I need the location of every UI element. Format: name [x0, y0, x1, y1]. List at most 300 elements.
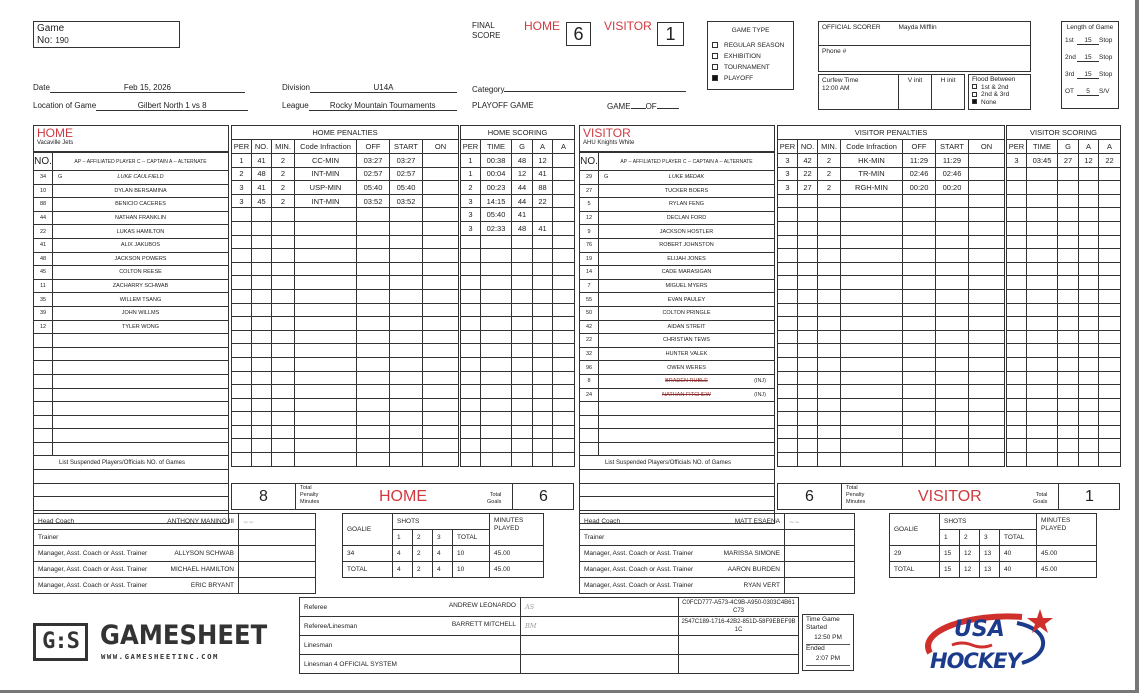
player-name: [599, 429, 775, 443]
penalty-row: [232, 344, 459, 358]
player-number: [34, 388, 53, 402]
column-header: A: [1079, 140, 1099, 154]
scoring-row: [461, 221, 575, 235]
visitor-goalie-table: [889, 513, 1097, 578]
division-label: Division: [282, 83, 311, 92]
cell: [423, 249, 459, 263]
cell: [295, 398, 357, 412]
staff-name: ERIC BRYANT: [190, 582, 234, 589]
suspended-blank-row: [580, 497, 775, 511]
penalty-row: [232, 453, 459, 467]
cell: 3: [232, 194, 252, 208]
cell: [512, 357, 533, 371]
cell: [533, 330, 553, 344]
staff-signature: [785, 578, 855, 594]
player-name-text: LUKE CAULFIELD: [117, 174, 164, 181]
staff-signature: [785, 546, 855, 562]
column-header: A: [1099, 140, 1121, 154]
player-number: 41: [34, 238, 53, 252]
player-number: 22: [34, 225, 53, 239]
cell: [461, 289, 481, 303]
cell: [969, 412, 1005, 426]
cell: [969, 289, 1005, 303]
cell: 41: [533, 167, 553, 181]
player-number: 76: [580, 238, 599, 252]
staff-role-and-name: [580, 562, 785, 578]
visitor-total-goals-label: Total Goals: [1033, 492, 1048, 505]
cell: [841, 221, 903, 235]
cell: [295, 357, 357, 371]
cell: [295, 221, 357, 235]
cell: [390, 303, 423, 317]
player-number: 45: [34, 266, 53, 280]
cell: [969, 249, 1005, 263]
penalty-row: [778, 276, 1005, 290]
staff-signature: [239, 578, 316, 594]
cell: [1099, 357, 1121, 371]
player-name-text: JACKSON POWERS: [114, 255, 167, 262]
scoring-row: [461, 344, 575, 358]
minutes-played-header: [1037, 514, 1097, 546]
scoring-row: [1007, 398, 1121, 412]
cell: [936, 276, 969, 290]
roster-row: [580, 293, 775, 307]
flood-option: [972, 91, 1027, 99]
scoring-row: [1007, 208, 1121, 222]
player-number: [34, 402, 53, 416]
cell: [357, 330, 390, 344]
cell: [1007, 208, 1027, 222]
cell: 05:40: [390, 181, 423, 195]
cell: [969, 330, 1005, 344]
player-name: [599, 306, 775, 320]
player-name-text-injured: NATHAN FITCHEW: [662, 391, 711, 398]
cell: [798, 208, 818, 222]
player-name: [53, 320, 229, 334]
cell: [1007, 398, 1027, 412]
cell: [357, 208, 390, 222]
officials-table: [299, 597, 799, 674]
cell: [533, 208, 553, 222]
cell: [798, 303, 818, 317]
goalie-minutes: 45.00: [490, 562, 544, 578]
player-name: [53, 306, 229, 320]
player-name: [53, 171, 229, 185]
staff-signature: [239, 546, 316, 562]
cell: [553, 357, 575, 371]
cell: [232, 371, 252, 385]
scoring-row: [1007, 412, 1121, 426]
player-number: 24: [580, 388, 599, 402]
cell: [841, 317, 903, 331]
cell: [903, 412, 936, 426]
player-name: [599, 402, 775, 416]
cell: [533, 398, 553, 412]
minutes-label: MINUTES: [494, 517, 524, 524]
cell: [778, 412, 798, 426]
game-type-option: [712, 73, 789, 84]
game-no: 190: [55, 36, 69, 45]
cell: [903, 344, 936, 358]
cell: [1007, 167, 1027, 181]
final-score-label: [472, 21, 500, 41]
date-value: Feb 15, 2026: [50, 83, 245, 93]
shots-period-header: 3: [433, 530, 453, 546]
cell: [1099, 289, 1121, 303]
cell: [553, 412, 575, 426]
cell: [1027, 412, 1058, 426]
cell: [818, 221, 841, 235]
cell: [818, 371, 841, 385]
roster-row: [34, 374, 229, 388]
checkbox-icon[interactable]: [712, 75, 718, 81]
cell: [936, 194, 969, 208]
roster-row: [34, 415, 229, 429]
visitor-total-penalty-label: Total Penalty Minutes: [846, 485, 866, 505]
penalty-row: [778, 221, 1005, 235]
league-field: [282, 101, 457, 111]
roster-row: [580, 415, 775, 429]
penalty-row: [232, 289, 459, 303]
cell: 22: [798, 167, 818, 181]
division-field: [282, 83, 457, 93]
cell: [357, 398, 390, 412]
cell: 27: [1058, 154, 1079, 168]
cell: [1099, 317, 1121, 331]
time-started-label: Time Game: [806, 616, 840, 623]
cell: [798, 194, 818, 208]
period-length: 15: [1077, 71, 1099, 79]
cell: [936, 425, 969, 439]
cell: [423, 439, 459, 453]
cell: [357, 276, 390, 290]
staff-signature: [239, 562, 316, 578]
roster-row: [34, 198, 229, 212]
staff-role: Manager, Asst. Coach or Asst. Trainer: [38, 566, 148, 573]
cell: [969, 154, 1005, 168]
cell: [818, 412, 841, 426]
cell: 22: [533, 194, 553, 208]
player-name: [599, 198, 775, 212]
penalty-row: [232, 194, 459, 208]
cell: [841, 249, 903, 263]
visitor-scoring-table: [1006, 125, 1121, 467]
cell: 02:46: [936, 167, 969, 181]
cell: 00:20: [903, 181, 936, 195]
scoring-row: [1007, 385, 1121, 399]
goalie-s1: 4: [393, 562, 413, 578]
staff-name: ANTHONY MANINO III: [167, 518, 234, 525]
phone-box: [818, 45, 1031, 72]
cell: [1027, 330, 1058, 344]
staff-row: [34, 530, 316, 546]
cell: [390, 221, 423, 235]
cell: [1099, 412, 1121, 426]
cell: [1007, 262, 1027, 276]
cell: [778, 262, 798, 276]
cell: [1079, 289, 1099, 303]
division-value: U14A: [310, 83, 457, 93]
home-roster-header: [33, 125, 229, 152]
checkbox-icon[interactable]: [972, 92, 977, 97]
visitor-penalties-title: VISITOR PENALTIES: [778, 126, 1005, 140]
cell: 45: [252, 194, 272, 208]
cell: [357, 439, 390, 453]
checkbox-icon[interactable]: [712, 42, 718, 48]
player-number: 10: [34, 184, 53, 198]
goalie-s3: 4: [433, 562, 453, 578]
penalty-row: [778, 194, 1005, 208]
player-name-text: OWEN WERES: [667, 364, 706, 371]
scoring-row: [1007, 371, 1121, 385]
cell: [252, 317, 272, 331]
injured-badge: (INJ): [754, 391, 766, 398]
cell: [461, 235, 481, 249]
goalie-total: 40: [1000, 546, 1037, 562]
checkbox-icon[interactable]: [712, 64, 718, 70]
cell: 3: [461, 221, 481, 235]
cell: [423, 453, 459, 467]
cell: [533, 344, 553, 358]
period-label: 2nd: [1065, 54, 1076, 61]
roster-row: [34, 442, 229, 456]
cell: [533, 289, 553, 303]
column-header: PER: [232, 140, 252, 154]
scoring-row: [461, 303, 575, 317]
cell: [1007, 439, 1027, 453]
staff-role-and-name: [580, 530, 785, 546]
scoring-row: [461, 439, 575, 453]
cell: [252, 262, 272, 276]
cell: [1058, 371, 1079, 385]
cell: [798, 398, 818, 412]
cell: 44: [512, 181, 533, 195]
player-name: [53, 266, 229, 280]
cell: [1058, 453, 1079, 467]
playoff-game-label: PLAYOFF GAME: [472, 101, 534, 110]
cell: 48: [512, 221, 533, 235]
visitor-total-goals: 1: [1058, 484, 1120, 509]
cell: [1079, 425, 1099, 439]
suspended-row: [34, 456, 229, 470]
cell: [272, 385, 295, 399]
cell: [1099, 330, 1121, 344]
cell: [252, 221, 272, 235]
cell: [295, 371, 357, 385]
staff-row: [580, 562, 855, 578]
penalty-row: [232, 303, 459, 317]
visitor-total-penalty-minutes: 6: [778, 484, 842, 509]
cell: [553, 317, 575, 331]
penalty-row: [232, 221, 459, 235]
cell: [778, 208, 798, 222]
cell: [778, 398, 798, 412]
player-number: 22: [580, 334, 599, 348]
cell: [1058, 303, 1079, 317]
cell: [1079, 249, 1099, 263]
cell: [553, 439, 575, 453]
cell: [357, 262, 390, 276]
official-name: ANDREW LEONARDO: [448, 602, 516, 609]
cell: [272, 453, 295, 467]
scoring-row: [1007, 330, 1121, 344]
playoff-game-field: [472, 101, 690, 110]
cell: [1099, 371, 1121, 385]
cell: 88: [533, 181, 553, 195]
cell: [1079, 317, 1099, 331]
cell: [461, 276, 481, 290]
cell: [553, 167, 575, 181]
checkbox-icon[interactable]: [972, 84, 977, 89]
roster-row: [580, 388, 775, 402]
penalty-row: [232, 235, 459, 249]
cell: [390, 249, 423, 263]
cell: [423, 398, 459, 412]
cell: 2: [232, 167, 252, 181]
cell: [798, 289, 818, 303]
scoring-row: [1007, 154, 1121, 168]
official-id: [679, 655, 799, 674]
cell: 3: [778, 154, 798, 168]
cell: [232, 317, 252, 331]
no-header: NO.: [580, 153, 599, 171]
roster-row: [34, 361, 229, 375]
goalie-goalie: TOTAL: [343, 562, 393, 578]
penalty-row: [232, 439, 459, 453]
home-score-label: HOME: [524, 19, 560, 33]
player-name: [599, 415, 775, 429]
cell: [969, 344, 1005, 358]
player-name-text: LUKAS HAMILTON: [116, 228, 165, 235]
cell: [533, 453, 553, 467]
cell: [818, 453, 841, 467]
played-label: PLAYED: [494, 525, 520, 532]
penalty-row: [232, 330, 459, 344]
usa-hockey-logo: [912, 605, 1062, 680]
staff-name: RYAN VERT: [743, 582, 780, 589]
cell: [1007, 453, 1027, 467]
column-header: PER: [461, 140, 481, 154]
cell: [390, 385, 423, 399]
cell: [903, 249, 936, 263]
cell: [481, 412, 512, 426]
flood-option-label: None: [981, 98, 997, 106]
cell: [295, 453, 357, 467]
cell: [798, 439, 818, 453]
cell: [1058, 344, 1079, 358]
cell: [778, 371, 798, 385]
cell: [969, 208, 1005, 222]
suspended-row: [580, 456, 775, 470]
cell: [232, 276, 252, 290]
cell: [295, 330, 357, 344]
player-name-text: ROBERT JOHNSTON: [659, 242, 714, 249]
goalie-s2: 12: [960, 562, 980, 578]
cell: [533, 276, 553, 290]
column-header: NO.: [798, 140, 818, 154]
cell: [512, 344, 533, 358]
cell: [533, 303, 553, 317]
cell: [841, 235, 903, 249]
player-name: [53, 293, 229, 307]
player-number: 11: [34, 279, 53, 293]
cell: [423, 262, 459, 276]
cell: [903, 425, 936, 439]
ended-label: Ended: [806, 645, 825, 652]
category-value: [504, 83, 686, 92]
penalty-row: [778, 262, 1005, 276]
column-header: MIN.: [818, 140, 841, 154]
cell: [481, 425, 512, 439]
player-name-text: TYLER WONG: [122, 323, 159, 330]
scoring-row: [461, 262, 575, 276]
cell: [778, 439, 798, 453]
column-header: ON: [423, 140, 459, 154]
gamesheet-url: WWW.GAMESHEETINC.COM: [101, 652, 219, 661]
cell: [841, 425, 903, 439]
goalie-s3: 13: [980, 562, 1000, 578]
cell: [553, 398, 575, 412]
cell: [272, 276, 295, 290]
cell: 27: [798, 181, 818, 195]
cell: [232, 412, 252, 426]
visitor-score-label: VISITOR: [604, 19, 652, 33]
visitor-staff-table: [579, 513, 855, 594]
cell: [423, 357, 459, 371]
roster-row: [34, 211, 229, 225]
cell: [272, 344, 295, 358]
cell: [818, 194, 841, 208]
minutes-played-header: [490, 514, 544, 546]
cell: [252, 398, 272, 412]
player-number: [34, 415, 53, 429]
shots-period-header: 1: [940, 530, 960, 546]
cell: [272, 208, 295, 222]
cell: [357, 235, 390, 249]
cell: [252, 357, 272, 371]
player-name-text: EVAN PAULEY: [667, 296, 706, 303]
scoring-row: [461, 167, 575, 181]
cell: 02:57: [390, 167, 423, 181]
cell: [461, 330, 481, 344]
home-total-penalty-label: Total Penalty Minutes: [300, 485, 320, 505]
cell: [423, 276, 459, 290]
checkbox-icon[interactable]: [712, 53, 718, 59]
column-header: G: [1058, 140, 1079, 154]
visitor-penalties-table: [777, 125, 1005, 467]
game-type-box: [707, 21, 794, 90]
game-type-option: [712, 62, 789, 73]
cell: 11:29: [903, 154, 936, 168]
roster-row: [580, 211, 775, 225]
cell: [1079, 262, 1099, 276]
roster-row: [580, 198, 775, 212]
goalie-total: 10: [453, 546, 490, 562]
cell: [798, 330, 818, 344]
blank-cell: [580, 483, 775, 497]
cell: [1079, 221, 1099, 235]
cell: [1099, 398, 1121, 412]
cell: 1: [461, 154, 481, 168]
cell: [778, 289, 798, 303]
cell: [423, 221, 459, 235]
cell: [512, 276, 533, 290]
checkbox-icon[interactable]: [972, 99, 977, 104]
category-field: [472, 83, 686, 94]
player-name-text: DECLAN FORD: [666, 215, 707, 222]
player-number: 35: [34, 293, 53, 307]
shots-header: SHOTS: [393, 514, 490, 530]
